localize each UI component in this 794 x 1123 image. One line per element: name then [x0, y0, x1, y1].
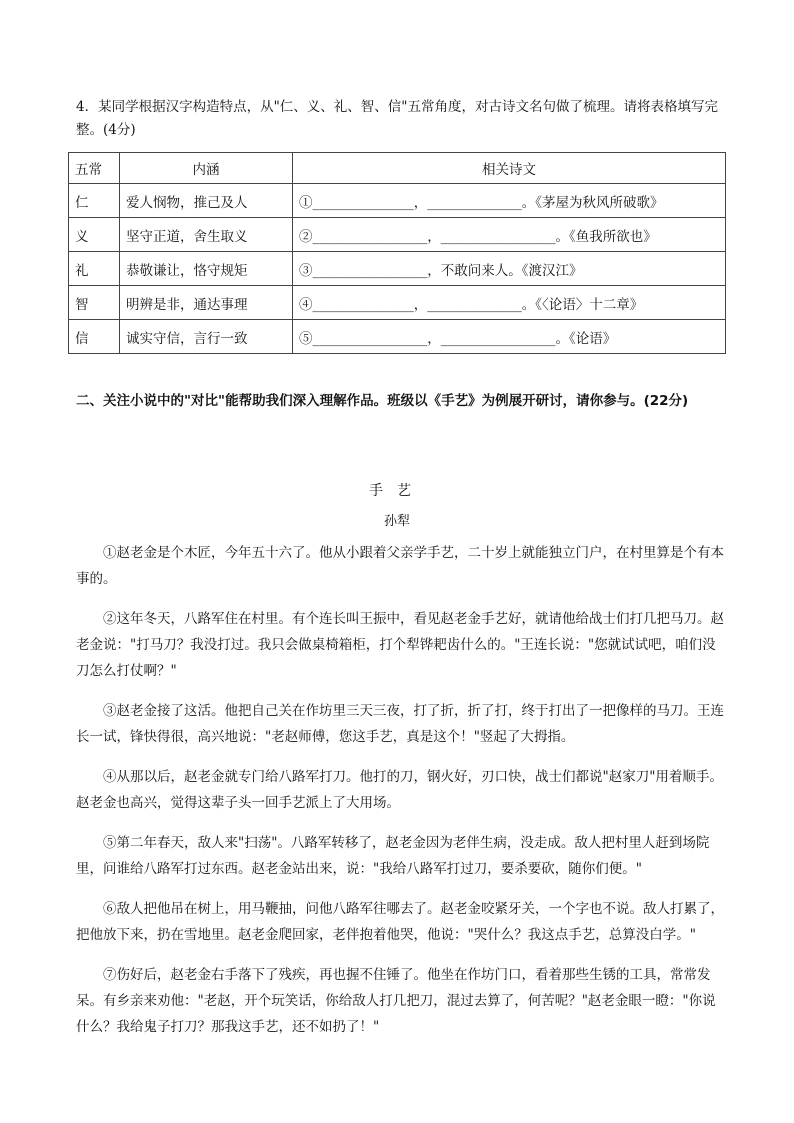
meaning-cell: 诚实守信，言行一致: [120, 320, 293, 354]
virtue-cell: 礼: [69, 252, 120, 286]
table-row: [69, 218, 726, 252]
story-author: 孙犁: [383, 514, 410, 529]
header-virtue: 五常: [69, 153, 120, 184]
story-paragraph: ④从那以后，赵老金就专门给八路军打刀。他打的刀，钢火好，刃口快，战士们都说"赵家刀"用着顺手。赵老金也高兴，觉得这辈子头一回手艺派上了大用场。: [76, 769, 723, 811]
meaning-cell: 恭敬谦让，恪守规矩: [120, 252, 293, 286]
header-poem: 相关诗文: [293, 153, 726, 184]
story-body: [76, 540, 728, 1054]
header-meaning: 内涵: [120, 153, 293, 184]
story-paragraph: ⑥敌人把他吊在树上，用马鞭抽，问他八路军往哪去了。赵老金咬紧牙关，一个字也不说。敌人打累了，把他放下来，扔在雪地里。赵老金爬回家，老伴抱着他哭，他说："哭什么？我这点手艺，总算没白学。": [76, 901, 724, 943]
table-row: [69, 286, 726, 320]
story-paragraph: ⑤第二年春天，敌人来"扫荡"。八路军转移了，赵老金因为老伴生病，没走成。敌人把村里人赶到场院里，问谁给八路军打过东西。赵老金站出来，说："我给八路军打过刀，要杀要砍，随你们便。": [76, 835, 710, 877]
table-row: [69, 252, 726, 286]
table-header-row: [69, 153, 726, 184]
meaning-cell: 坚守正道，舍生取义: [120, 218, 293, 252]
poem-cell: ②_________________，_________________。《鱼我所欲也》: [293, 218, 726, 252]
poem-cell: ③_________________，不敢问来人。《渡汉江》: [293, 252, 726, 286]
story-paragraph: ②这年冬天，八路军住在村里。有个连长叫王振中，看见赵老金手艺好，就请他给战士们打几把马刀。赵老金说："打马刀？我没打过。我只会做桌椅箱柜，打个犁铧耙齿什么的。"王连长说："您就试试吧，咱们没刀怎么打仗啊？": [76, 611, 724, 679]
poem-cell: ④_______________，______________。《〈论语〉十二章》: [293, 286, 726, 320]
meaning-cell: 明辨是非，通达事理: [120, 286, 293, 320]
meaning-cell: 爱人悯物，推己及人: [120, 184, 293, 218]
poem-cell: ⑤_________________，_________________。《论语》: [293, 320, 726, 354]
story-paragraph: ⑦伤好后，赵老金右手落下了残疾，再也握不住锤了。他坐在作坊门口，看着那些生锈的工具，常常发呆。有乡亲来劝他："老赵，开个玩笑话，你给敌人打几把刀，混过去算了，何苦呢？"赵老金眼一瞪："你说什么？我给鬼子打刀？那我这手艺，还不如扔了！": [76, 967, 716, 1035]
poem-cell: ①_______________，______________。《茅屋为秋风所破歌》: [293, 184, 726, 218]
virtue-cell: 智: [69, 286, 120, 320]
story-title: 手艺: [369, 483, 425, 499]
virtue-cell: 仁: [69, 184, 120, 218]
question-4: 4．某同学根据汉字构造特点，从"仁、义、礼、智、信"五常角度，对古诗文名句做了梳理。请将表格填写完整。(4分): [76, 99, 719, 138]
table-row: [69, 320, 726, 354]
virtue-cell: 信: [69, 320, 120, 354]
story-paragraph: ③赵老金接了这活。他把自己关在作坊里三天三夜，打了折，折了打，终于打出了一把像样的马刀。王连长一试，锋快得很，高兴地说："老赵师傅，您这手艺，真是这个！"竖起了大拇指。: [76, 703, 724, 745]
section-2-heading: 二、关注小说中的"对比"能帮助我们深入理解作品。班级以《手艺》为例展开研讨，请你参与。(22分): [76, 393, 689, 409]
virtue-cell: 义: [69, 218, 120, 252]
story-paragraph: ①赵老金是个木匠，今年五十六了。他从小跟着父亲学手艺，二十岁上就能独立门户，在村里算是个有本事的。: [76, 545, 724, 587]
poetry-table: [68, 152, 726, 354]
table-row: [69, 184, 726, 218]
